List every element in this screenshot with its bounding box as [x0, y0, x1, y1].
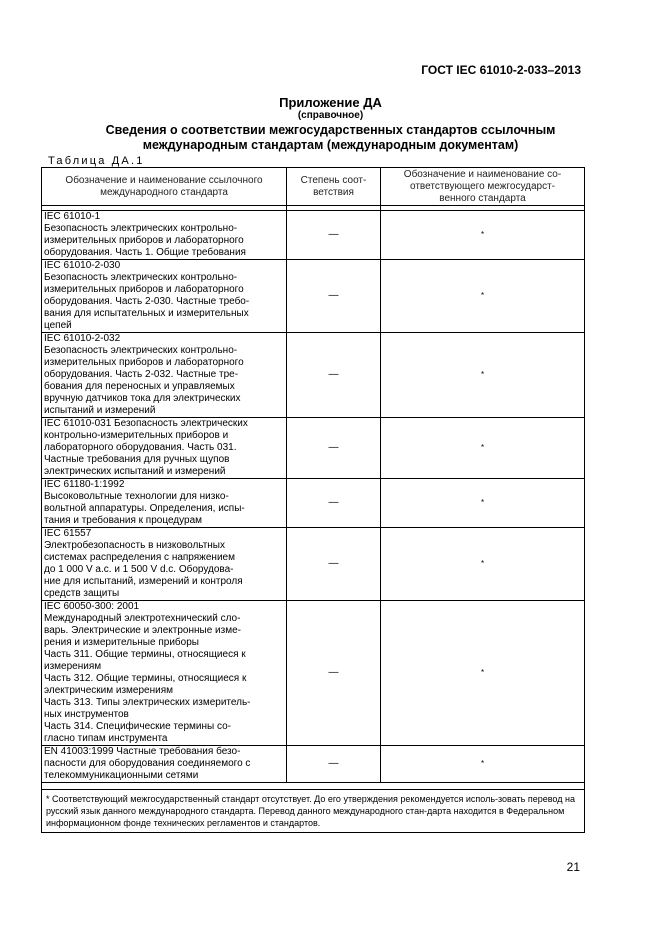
footnote-spacer-row	[42, 783, 585, 790]
footnote-row	[42, 790, 585, 833]
degree-cell: —	[287, 333, 381, 418]
header-interstate-standard: Обозначение и наименование со- ответствующего межгосударст- венного стандарта	[381, 168, 585, 206]
degree-cell: —	[287, 479, 381, 528]
international-standard-cell: IEC 60050-300: 2001 Международный электротехнический сло- варь. Электрические и электронные изме- рения и измерительные приборы Часть 311. Общие термины, относящиеся к измерениям Часть 312. Общие термины, относящиеся к электрическим измерениям Часть 313. Типы электрических измеритель- ных инструментов Часть 314. Специфические термины со- гласно типам инструмента	[42, 601, 287, 746]
international-standard-cell: EN 41003:1999 Частные требования безо- пасности для оборудования соединяемого с телекоммуникационными сетями	[42, 746, 287, 783]
table-row	[42, 746, 585, 783]
interstate-standard-cell: *	[381, 333, 585, 418]
international-standard-cell: IEC 61010-1 Безопасность электрических контрольно- измерительных приборов и лабораторного оборудования. Часть 1. Общие требования	[42, 211, 287, 260]
document-code: ГОСТ IEC 61010-2-033–2013	[421, 63, 581, 77]
annex-title: Приложение ДА	[279, 95, 382, 110]
international-standard-cell: IEC 61010-031 Безопасность электрических контрольно-измерительных приборов и лабораторного оборудования. Часть 031. Частные требования для ручных щупов электрических испытаний и измерений	[42, 418, 287, 479]
degree-cell: —	[287, 418, 381, 479]
header-international-standard: Обозначение и наименование ссылочного международного стандарта	[42, 168, 287, 206]
degree-cell: —	[287, 211, 381, 260]
interstate-standard-cell: *	[381, 479, 585, 528]
table-row	[42, 601, 585, 746]
footnote-spacer-cell	[42, 783, 585, 790]
table-footnote: * Соответствующий межгосударственный стандарт отсутствует. До его утверждения рекомендуется исполь-зовать перевод на русский язык данного международного стандарта. Перевод данного международного стан-дарта находится в Федеральном информационном фонде технических регламентов и стандартов.	[42, 790, 585, 833]
interstate-standard-cell: *	[381, 601, 585, 746]
table-row	[42, 418, 585, 479]
annex-type: (справочное)	[297, 110, 364, 121]
degree-cell: —	[287, 260, 381, 333]
table-caption: Таблица ДА.1	[48, 155, 145, 167]
standards-correspondence-table	[41, 167, 585, 833]
international-standard-cell: IEC 61010-2-030 Безопасность электрических контрольно- измерительных приборов и лабораторного оборудования. Часть 2-030. Частные требо- вания для испытательных и измерительных цепей	[42, 260, 287, 333]
interstate-standard-cell: *	[381, 260, 585, 333]
international-standard-cell: IEC 61010-2-032 Безопасность электрических контрольно- измерительных приборов и лабораторного оборудования. Часть 2-032. Частные тре- бования для переносных и управляемых вручную датчиков тока для электрических испытаний и измерений	[42, 333, 287, 418]
international-standard-cell: IEC 61557 Электробезопасность в низковольтных системах распределения с напряжением до 1 000 V a.c. и 1 500 V d.c. Оборудова- ние для испытаний, измерений и контроля средств защиты	[42, 528, 287, 601]
degree-cell: —	[287, 746, 381, 783]
international-standard-cell: IEC 61180-1:1992 Высоковольтные технологии для низко- вольтной аппаратуры. Определения, испы- тания и требования к процедурам	[42, 479, 287, 528]
interstate-standard-cell: *	[381, 211, 585, 260]
interstate-standard-cell: *	[381, 746, 585, 783]
degree-cell: —	[287, 601, 381, 746]
interstate-standard-cell: *	[381, 528, 585, 601]
table-row	[42, 211, 585, 260]
table-row	[42, 333, 585, 418]
header-degree-of-correspondence: Степень соот- ветствия	[287, 168, 381, 206]
table-row	[42, 528, 585, 601]
table-row	[42, 260, 585, 333]
annex-heading: Сведения о соответствии межгосударственных стандартов ссылочным международным стандартам (международным документам)	[105, 123, 556, 152]
table-row	[42, 479, 585, 528]
degree-cell: —	[287, 528, 381, 601]
page-number: 21	[566, 860, 580, 874]
table-header-row	[42, 168, 585, 206]
interstate-standard-cell: *	[381, 418, 585, 479]
